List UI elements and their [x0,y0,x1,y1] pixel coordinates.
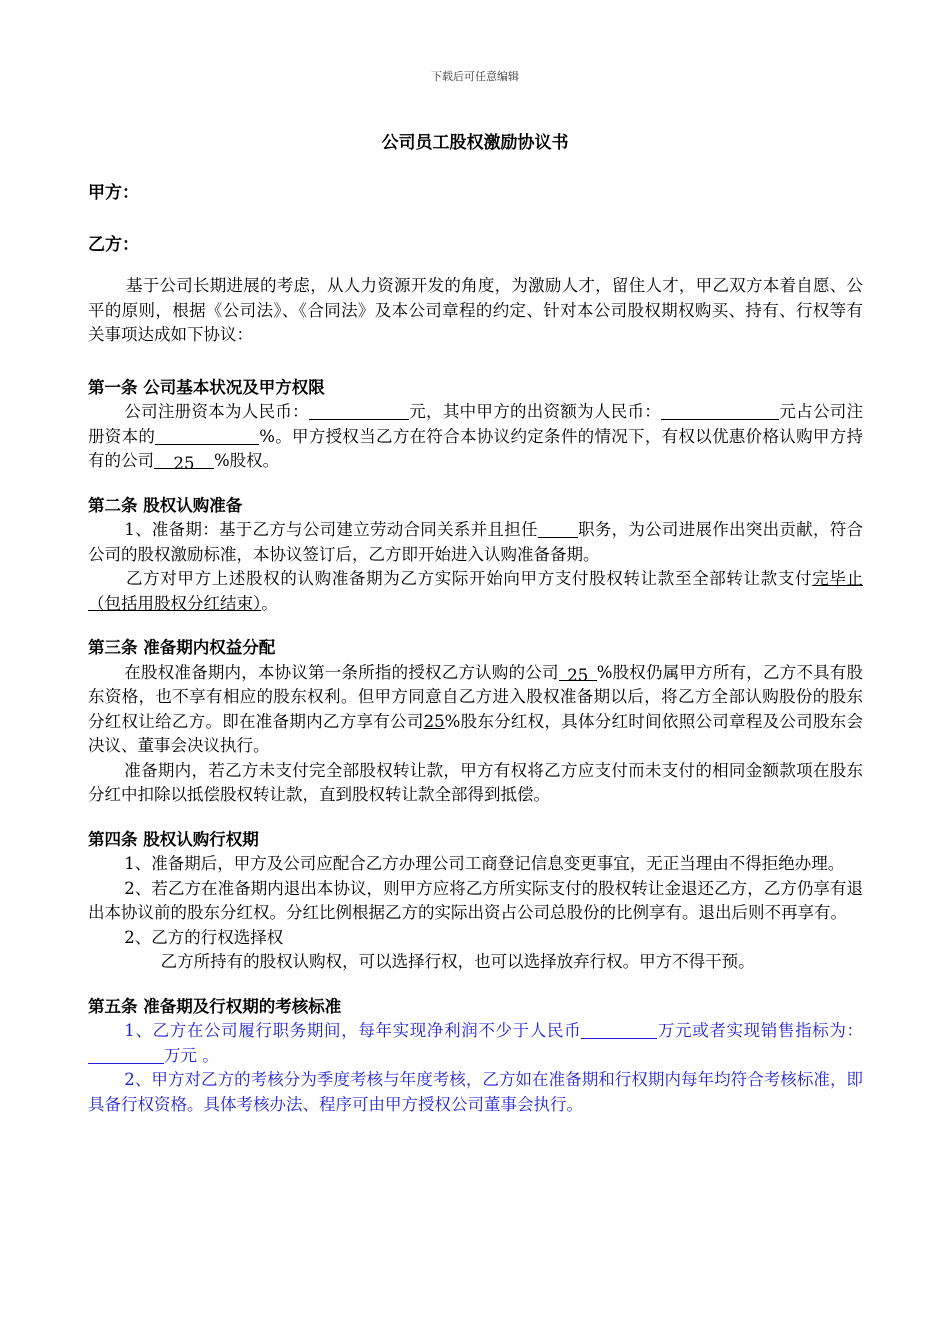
article-4-para-4: 乙方所持有的股权认购权，可以选择行权，也可以选择放弃行权。甲方不得干预。 [160,952,755,971]
article-2-para-2 [88,567,863,616]
a3-percent-1: 25 [559,664,597,681]
party-b-label: 乙方： [88,235,139,255]
party-a-label: 甲方： [88,183,139,203]
article-2-heading: 第二条 股权认购准备 [88,495,243,515]
position-blank [538,521,578,538]
sales-target-blank [88,1047,164,1064]
article-4-para-1: 1、准备期后，甲方及公司应配合乙方办理公司工商登记信息变更事宜，无正当理由不得拒绝办理。 [124,854,845,873]
article-4-para-3: 2、乙方的行权选择权 [124,927,284,947]
article-5-heading: 第五条 准备期及行权期的考核标准 [88,996,342,1016]
a1-text-3: 元占公司注册资本的 [88,402,864,446]
a2-text-3: 乙方对甲方上述股权的认购准备期为乙方实际开始向甲方支付股权转让款至全部转让款支付 [125,569,813,588]
article-1-text [88,400,863,474]
a2-text-4: 。 [261,593,278,613]
article-5-para-2: 2、甲方对乙方的考核分为季度考核与年度考核，乙方如在准备期和行权期内每年均符合考核标准，即具备行权资格。具体考核办法、程序可由甲方授权公司董事会执行。 [88,1070,863,1114]
a5-text-1: 1、乙方在公司履行职务期间，每年实现净利润不少于人民币 [124,1021,582,1040]
article-3-para-1 [88,661,863,759]
registered-capital-blank [309,403,409,420]
capital-percent-blank [155,428,259,445]
a3-text-2: %股权仍属甲方所有，乙方不具有股东资格，也不享有相应的股东权利。但甲方同意自乙方进入股权准备期以后，将乙方全部认购股份的股东分红权让给乙方。即在准备期内乙方享有公司 [88,662,863,731]
article-3-heading: 第三条 准备期内权益分配 [88,638,276,657]
article-5-para-1 [88,1019,863,1068]
preamble-block [88,274,863,1117]
article-1-heading: 第一条 公司基本状况及甲方权限 [88,377,325,397]
a1-text-5: %股权。 [214,451,280,470]
a5-text-2: 万元或者实现销售指标为： [657,1021,864,1040]
a2-text-1: 1、准备期：基于乙方与公司建立劳动合同关系并且担任 [124,520,538,539]
a1-text-1: 公司注册资本为人民币： [124,402,309,421]
a2-text-2: 职务，为公司进展作出突出贡献，符合公司的股权激励标准，本协议签订后，乙方即开始进入认购准备备期。 [88,520,864,564]
document-title: 公司员工股权激励协议书 [381,133,569,153]
a3-text-1: 在股权准备期内，本协议第一条所指的授权乙方认购的公司 [124,662,559,682]
net-profit-blank [581,1022,657,1039]
a5-text-3: 万元 。 [164,1045,219,1065]
share-percent-value: 25 [154,452,214,469]
a3-text-3: %股东分红权，具体分红时间依照公司章程及公司股东会决议、董事会决议执行。 [88,711,864,755]
article-2-para-1 [88,518,863,567]
article-3-para-2: 准备期内，若乙方未支付完全部股权转让款，甲方有权将乙方应支付而未支付的相同金额款项在股东分红中扣除以抵偿股权转让款，直到股权转让款全部得到抵偿。 [88,760,863,804]
a3-percent-2: 25 [423,711,445,731]
a1-text-2: 元，其中甲方的出资额为人民币： [408,402,662,421]
a1-text-4: %。甲方授权当乙方在符合本协议约定条件的情况下，有权以优惠价格认购甲方持有的公司 [88,426,863,470]
article-4-para-2: 2、若乙方在准备期内退出本协议，则甲方应将乙方所实际支付的股权转让金退还乙方，乙方仍享有退出本协议前的股东分红权。分红比例根据乙方的实际出资占公司总股份的比例享有。退出后则不再享有。 [88,878,863,922]
preamble: 基于公司长期进展的考虑，从人力资源开发的角度，为激励人才，留住人才，甲乙双方本着自愿、公平的原则，根据《公司法》、《合同法》及本公司章程的约定、针对本公司股权期权购买、持有、行权等有关事项达成如下协议： [88,276,863,344]
article-4-heading: 第四条 股权认购行权期 [88,829,259,849]
party-a-capital-blank [661,403,779,420]
header-note: 下载后可任意编辑 [431,70,519,83]
a2-underlined-text: 完毕止（包括用股权分红结束） [88,569,863,613]
